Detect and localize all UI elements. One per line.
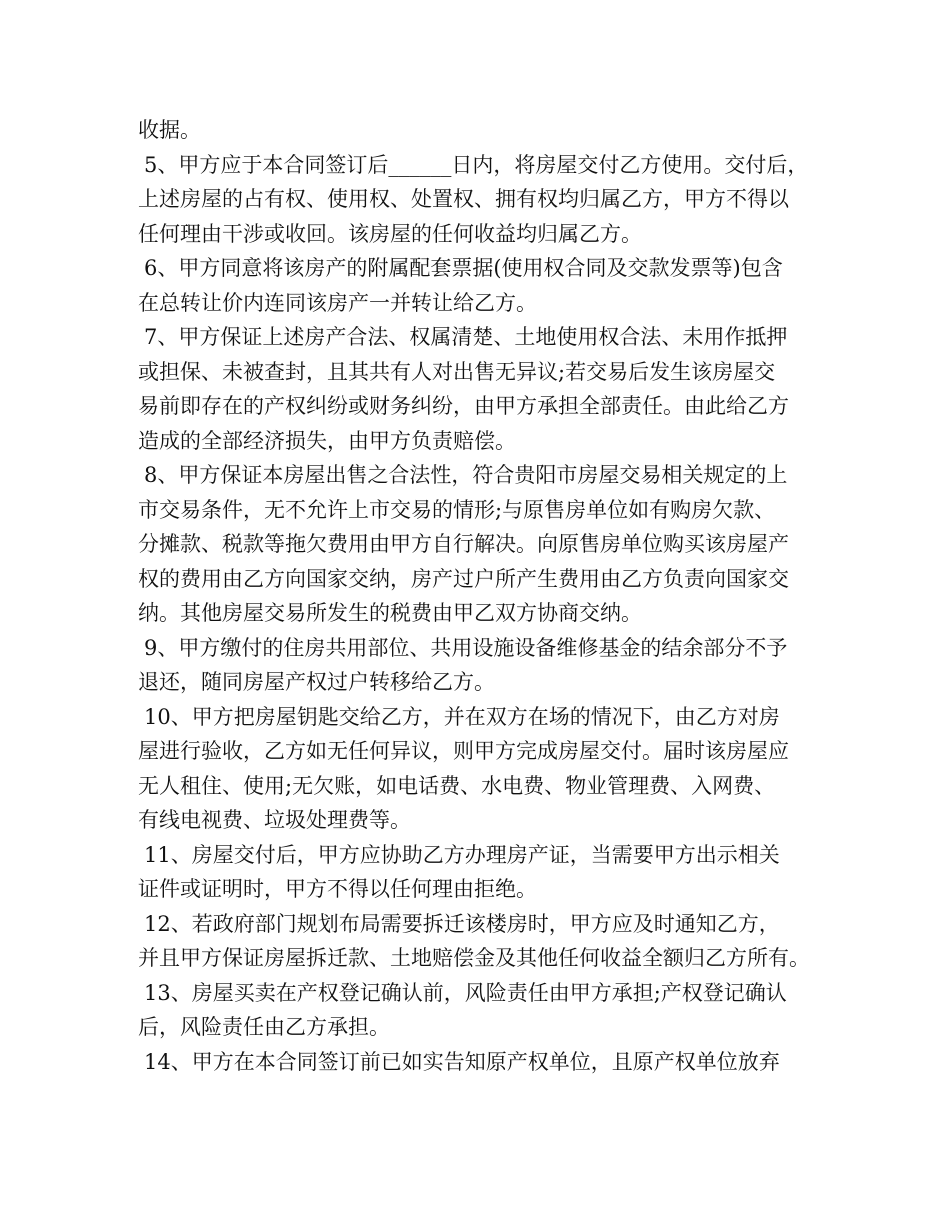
clause-5-line: 5、甲方应于本合同签订后______日内，将房屋交付乙方使用。交付后， xyxy=(144,152,809,177)
text-line: 有线电视费、垃圾处理费等。 xyxy=(138,808,411,832)
text-line: 或担保、未被查封，且其共有人对出售无异议;若交易后发生该房屋交 xyxy=(138,359,776,384)
text-line: 分摊款、税款等拖欠费用由甲方自行解决。向原售房单位购买该房屋产 xyxy=(138,532,789,556)
text-line: 并且甲方保证房屋拆迁款、土地赔偿金及其他任何收益全额归乙方所有。 xyxy=(138,946,810,970)
clause-8-line: 8、甲方保证本房屋出售之合法性，符合贵阳市房屋交易相关规定的上 xyxy=(144,463,788,487)
clause-9-line: 9、甲方缴付的住房共用部位、共用设施设备维修基金的结余部分不予 xyxy=(144,635,788,660)
text-line: 市交易条件，无不允许上市交易的情形;与原售房单位如有购房欠款、 xyxy=(138,497,776,522)
text-line: 任何理由干涉或收回。该房屋的任何收益均归属乙方。 xyxy=(138,221,642,246)
document-body xyxy=(138,113,828,1079)
clause-14-line: 14、甲方在本合同签订前已如实告知原产权单位，且原产权单位放弃 xyxy=(144,1049,780,1074)
text-line: 权的费用由乙方向国家交纳，房产过户所产生费用由乙方负责向国家交 xyxy=(138,566,789,591)
clause-13-line: 13、房屋买卖在产权登记确认前，风险责任由甲方承担;产权登记确认 xyxy=(144,980,787,1005)
clause-10-line: 10、甲方把房屋钥匙交给乙方，并在双方在场的情况下，由乙方对房 xyxy=(144,704,780,729)
text-line: 收据。 xyxy=(138,118,201,142)
text-line: 屋进行验收，乙方如无任何异议，则甲方完成房屋交付。届时该房屋应 xyxy=(138,739,789,763)
clause-11-line: 11、房屋交付后，甲方应协助乙方办理房产证，当需要甲方出示相关 xyxy=(144,842,780,867)
clause-6-line: 6、甲方同意将该房产的附属配套票据(使用权合同及交款发票等)包含 xyxy=(144,256,783,280)
clause-7-line: 7、甲方保证上述房产合法、权属清楚、土地使用权合法、未用作抵押 xyxy=(144,325,788,349)
text-line: 在总转让价内连同该房产一并转让给乙方。 xyxy=(138,290,537,315)
text-line: 证件或证明时，甲方不得以任何理由拒绝。 xyxy=(138,877,537,901)
text-line: 造成的全部经济损失，由甲方负责赔偿。 xyxy=(138,428,516,453)
text-line: 纳。其他房屋交易所发生的税费由甲乙双方协商交纳。 xyxy=(138,601,642,625)
text-line: 后，风险责任由乙方承担。 xyxy=(138,1015,390,1039)
clause-12-line: 12、若政府部门规划布局需要拆迁该楼房时，甲方应及时通知乙方， xyxy=(144,911,780,936)
text-line: 易前即存在的产权纠纷或财务纠纷，由甲方承担全部责任。由此给乙方 xyxy=(138,394,789,418)
text-line: 无人租住、使用;无欠账，如电话费、水电费、物业管理费、入网费、 xyxy=(138,773,776,798)
text-line: 上述房屋的占有权、使用权、处置权、拥有权均归属乙方，甲方不得以 xyxy=(138,187,789,211)
text-line: 退还，随同房屋产权过户转移给乙方。 xyxy=(138,670,495,694)
